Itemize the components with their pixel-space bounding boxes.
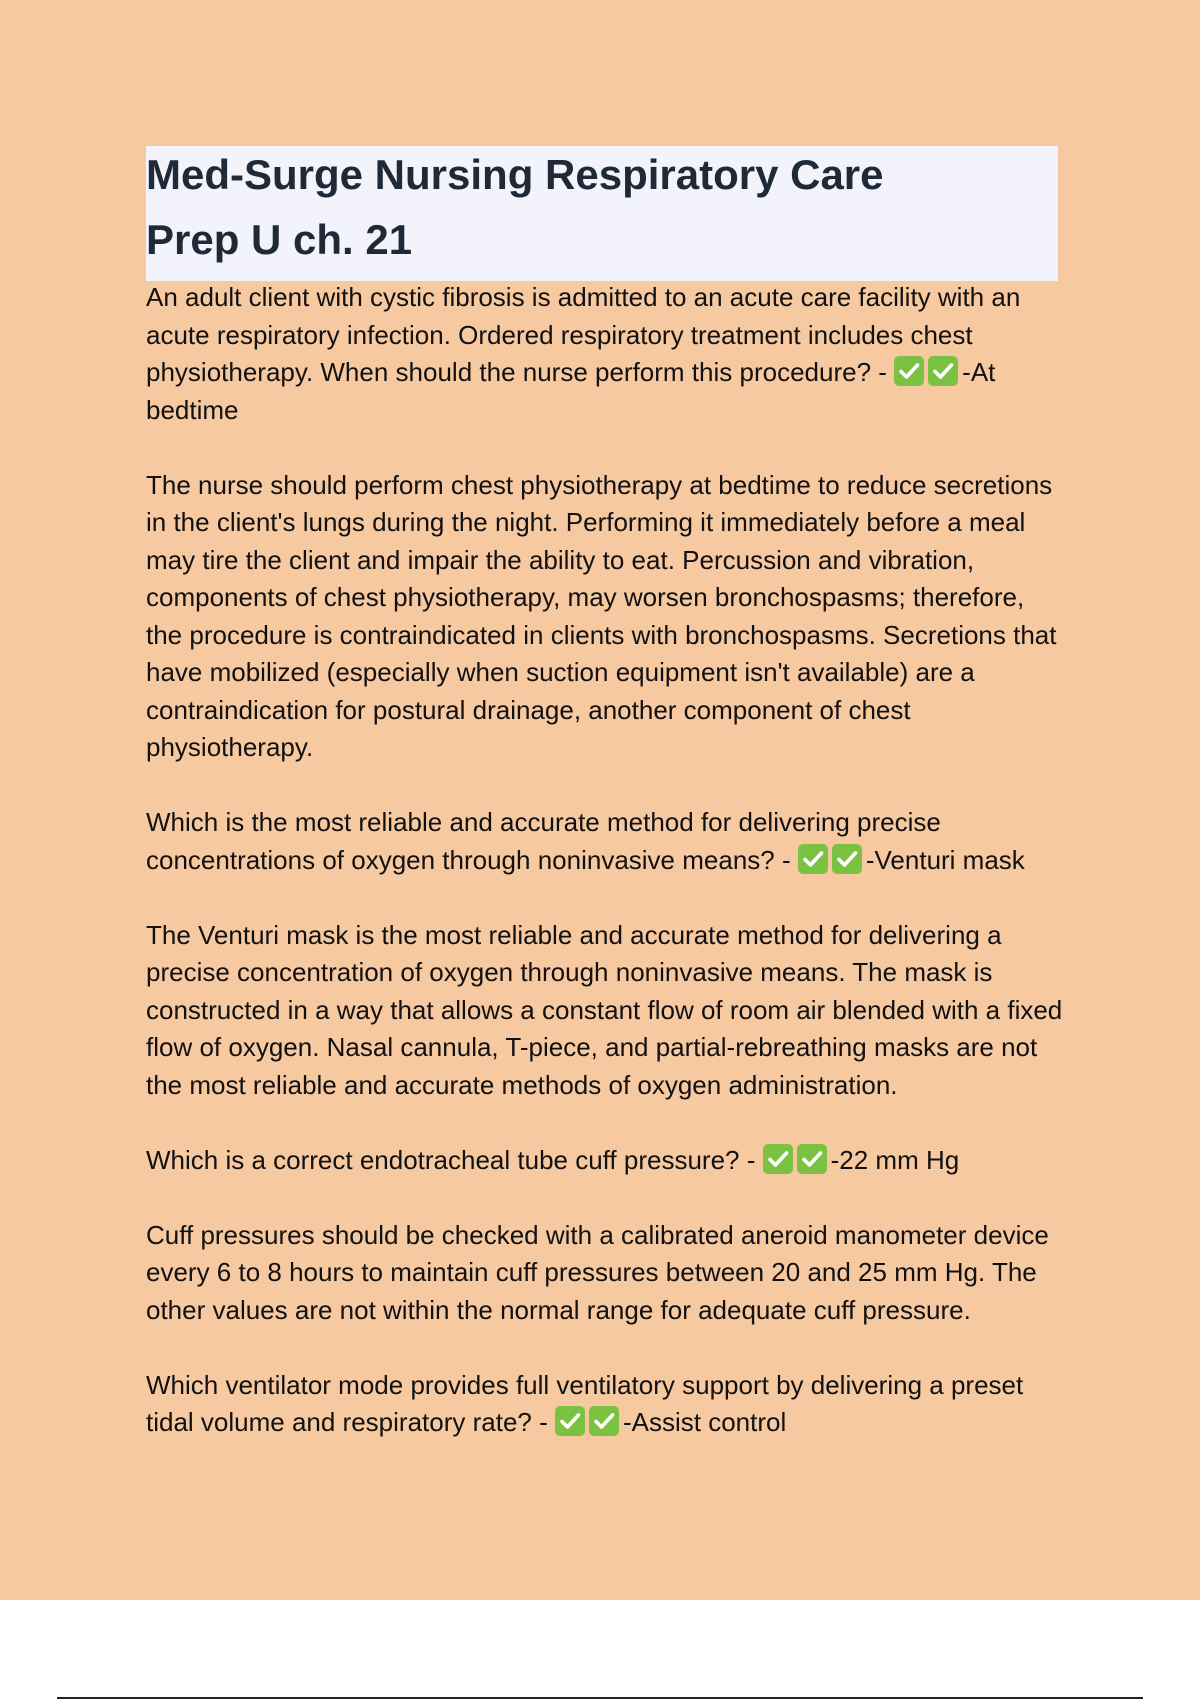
page-title-line-2: Prep U ch. 21	[146, 216, 413, 263]
question-4	[146, 1367, 1066, 1442]
question-3	[146, 1142, 1066, 1180]
check-mark-icon	[797, 1144, 827, 1174]
question-2	[146, 804, 1066, 879]
answer-marker	[763, 1145, 831, 1175]
answer-text: -Venturi mask	[865, 844, 1025, 875]
check-mark-icon	[798, 844, 828, 874]
check-mark-icon	[589, 1406, 619, 1436]
answer-marker	[894, 357, 962, 387]
rationale-3: Cuff pressures should be checked with a calibrated aneroid manometer device every 6 to 8 hours to maintain cuff pressures between 20 and 25 mm Hg. The other values are not within the normal range for adequate cuff pressure.	[146, 1219, 1049, 1325]
title-block	[146, 146, 1058, 281]
question-text: An adult client with cystic fibrosis is admitted to an acute care facility with an acute respiratory infection. Ordered respiratory treatment includes chest physiotherapy. When should the nurse perform this procedure? -	[146, 282, 1021, 387]
answer-marker	[798, 845, 866, 875]
footer-divider	[57, 1697, 1143, 1699]
question-text: Which ventilator mode provides full ventilatory support by delivering a preset tidal volume and respiratory rate? -	[146, 1369, 1024, 1437]
check-mark-icon	[928, 356, 958, 386]
check-mark-icon	[832, 844, 862, 874]
question-1	[146, 279, 1066, 429]
check-mark-icon	[555, 1406, 585, 1436]
answer-marker	[555, 1407, 623, 1437]
check-mark-icon	[763, 1144, 793, 1174]
answer-text: -Assist control	[622, 1407, 787, 1437]
question-text: Which is the most reliable and accurate method for delivering precise concentrations of oxygen through noninvasive means? -	[146, 807, 941, 875]
check-mark-icon	[894, 356, 924, 386]
question-text: Which is a correct endotracheal tube cuff pressure? -	[146, 1144, 756, 1175]
document-body	[146, 279, 1066, 1442]
rationale-1: The nurse should perform chest physiotherapy at bedtime to reduce secretions in the client's lungs during the night. Performing it immediately before a meal may tire the client and impair the ability to eat. Percussion and vibration, components of chest physiotherapy, may worsen bronchospasms; therefore, the procedure is contraindicated in clients with bronchospasms. Secretions that have mobilized (especially when suction equipment isn't available) are a contraindication for postural drainage, another component of chest physiotherapy.	[146, 469, 1057, 762]
rationale-2: The Venturi mask is the most reliable and accurate method for delivering a precise concentration of oxygen through noninvasive means. The mask is constructed in a way that allows a constant flow of room air blended with a fixed flow of oxygen. Nasal cannula, T-piece, and partial-rebreathing masks are not the most reliable and accurate methods of oxygen administration.	[146, 919, 1063, 1100]
page-title-line-1: Med-Surge Nursing Respiratory Care	[146, 151, 884, 198]
answer-text: -22 mm Hg	[830, 1144, 960, 1175]
answer-text: -At bedtime	[146, 357, 996, 425]
